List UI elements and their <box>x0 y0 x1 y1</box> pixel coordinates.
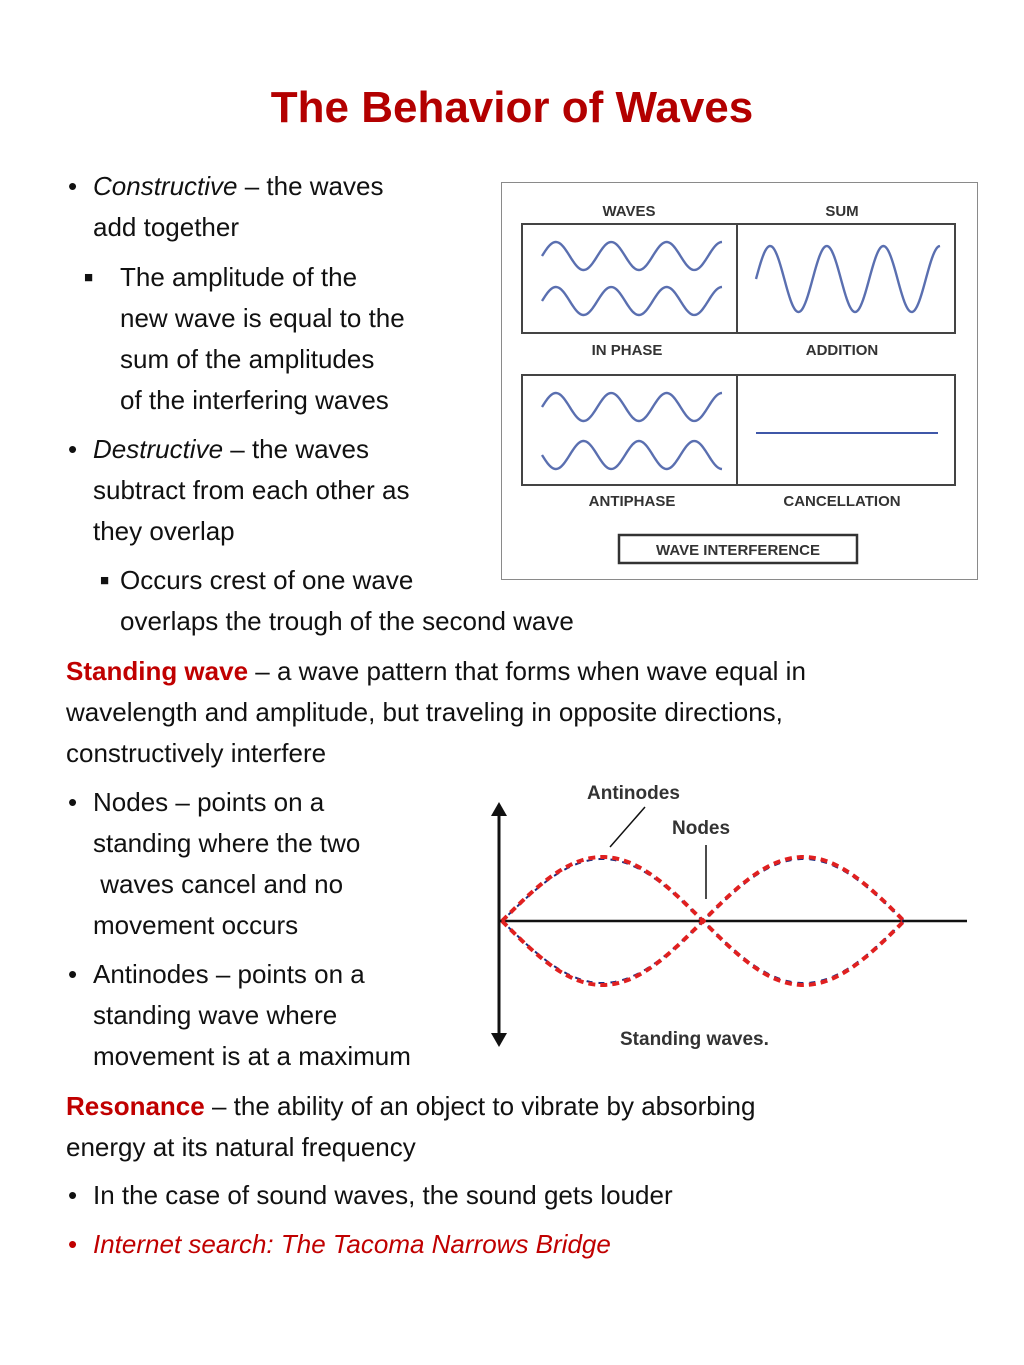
constructive-term: Constructive <box>93 171 238 201</box>
cancellation-label: CANCELLATION <box>783 493 901 510</box>
constructive-sub-line: sum of the amplitudes <box>120 344 375 374</box>
bullet-dot: • <box>68 171 78 201</box>
bullet-dot: • <box>68 787 78 817</box>
standing-term: Standing wave <box>66 656 249 686</box>
axis-arrow-up-icon <box>491 802 507 816</box>
standing-line-2: wavelength and amplitude, but traveling in opposite directions, <box>66 697 783 727</box>
in-phase-label: IN PHASE <box>591 342 663 359</box>
standing-waves-caption: Standing waves. <box>620 1029 769 1050</box>
antinodes-line: movement is at a maximum <box>93 1041 411 1071</box>
in-phase-wave-2 <box>542 287 722 315</box>
in-phase-box <box>522 224 955 333</box>
resonance-term: Resonance <box>66 1091 205 1121</box>
resonance-line-2: energy at its natural frequency <box>66 1132 416 1162</box>
standing-waves-diagram <box>480 775 980 1065</box>
destructive-sub-line: overlaps the trough of the second wave <box>120 606 574 636</box>
destructive-definition: – the waves <box>223 434 370 464</box>
destructive-sub-line: Occurs crest of one wave <box>120 565 414 595</box>
nodes-line: waves cancel and no <box>93 869 344 899</box>
nodes-label: Nodes <box>672 818 731 839</box>
square-bullet: ■ <box>84 269 94 286</box>
destructive-line-2: subtract from each other as <box>93 475 410 505</box>
antiphase-box <box>522 375 955 485</box>
antiphase-label: ANTIPHASE <box>588 493 676 510</box>
standing-line-3: constructively interfere <box>66 738 327 768</box>
tacoma-bridge-link: Internet search: The Tacoma Narrows Bridge <box>93 1229 611 1259</box>
waves-column-label: WAVES <box>602 203 656 220</box>
bullet-dot: • <box>68 434 78 464</box>
constructive-sub-line: new wave is equal to the <box>120 303 405 333</box>
wave-interference-caption: WAVE INTERFERENCE <box>656 542 820 559</box>
antinodes-line: standing wave where <box>93 1000 338 1030</box>
standing-definition: – a wave pattern that forms when wave equal in <box>248 656 806 686</box>
bullet-dot: • <box>68 959 78 989</box>
destructive-line-3: they overlap <box>93 516 235 546</box>
constructive-line-2: add together <box>93 212 240 242</box>
constructive-definition: – the waves <box>237 171 384 201</box>
nodes-line: movement occurs <box>93 910 299 940</box>
antiphase-wave-2 <box>542 441 722 469</box>
sum-column-label: SUM <box>825 203 859 220</box>
resonance-bullet: In the case of sound waves, the sound gets louder <box>93 1180 673 1210</box>
destructive-line-1 <box>93 429 369 470</box>
constructive-sub-line: The amplitude of the <box>120 262 358 292</box>
antinodes-label: Antinodes <box>587 783 680 804</box>
page-title: The Behavior of Waves <box>270 83 754 132</box>
resonance-line-1 <box>66 1086 755 1127</box>
constructive-sub-line: of the interfering waves <box>120 385 389 415</box>
in-phase-wave-1 <box>542 242 722 270</box>
resonance-definition: – the ability of an object to vibrate by absorbing <box>204 1091 756 1121</box>
nodes-line: standing where the two <box>93 828 361 858</box>
antiphase-wave-1 <box>542 393 722 421</box>
antinodes-pointer <box>610 807 645 847</box>
standing-line-1 <box>66 651 806 692</box>
bullet-dot: • <box>68 1180 78 1210</box>
wave-interference-diagram <box>501 182 978 580</box>
addition-wave <box>756 246 940 312</box>
addition-label: ADDITION <box>805 342 879 359</box>
square-bullet: ■ <box>100 572 110 589</box>
axis-arrow-down-icon <box>491 1033 507 1047</box>
antinodes-line: Antinodes – points on a <box>93 959 365 989</box>
nodes-line: Nodes – points on a <box>93 787 325 817</box>
bullet-dot: • <box>68 1229 78 1259</box>
destructive-term: Destructive <box>93 434 224 464</box>
constructive-line-1 <box>93 166 383 207</box>
